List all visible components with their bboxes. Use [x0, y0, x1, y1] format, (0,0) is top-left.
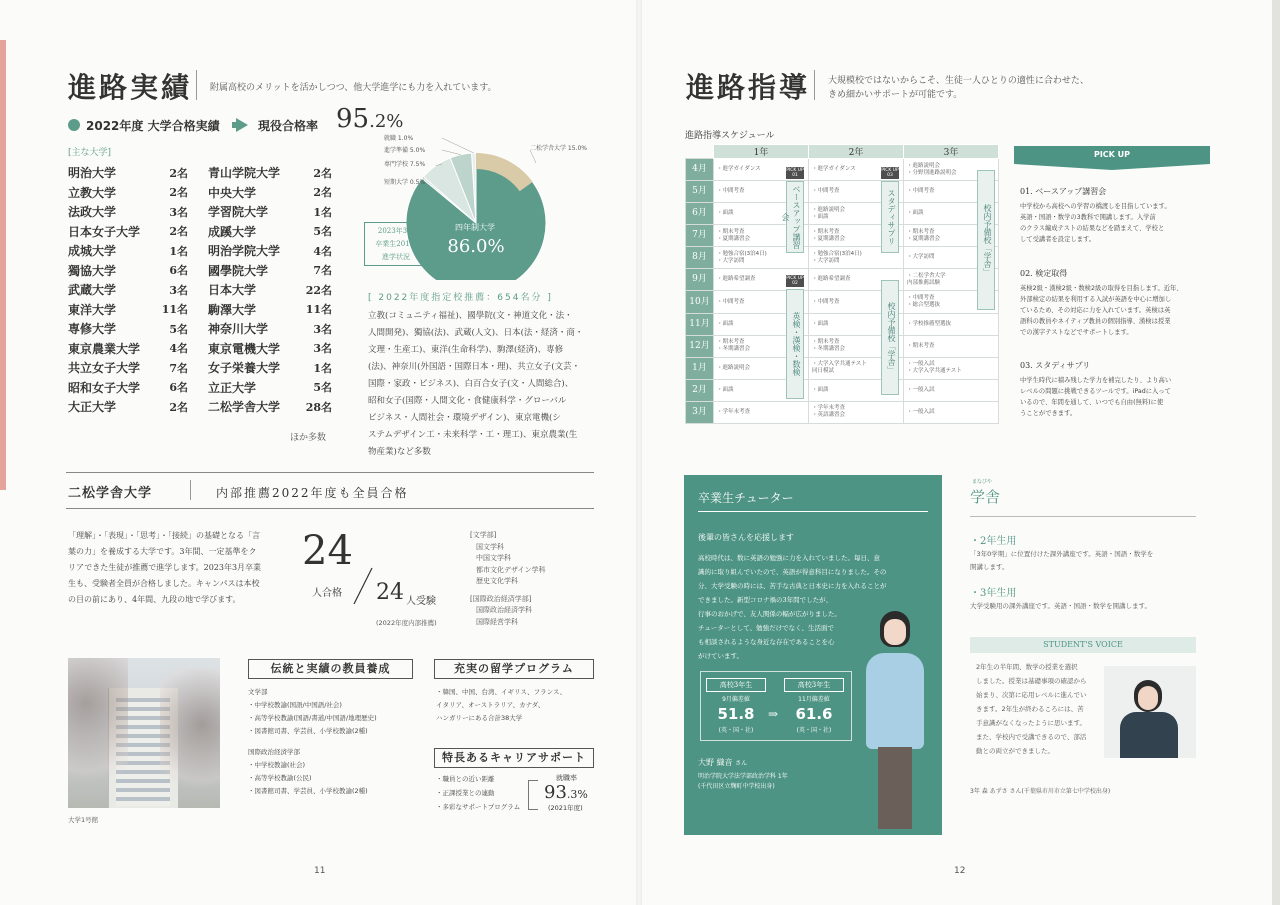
voice-line: 手意識がなくなったように思います。	[976, 719, 1086, 727]
schedule-cell-y2: ・進路説明会 ・面談	[809, 203, 904, 225]
designated-line: ビジネス・人間社会・環境デザイン)、東京電機(シ	[368, 413, 561, 423]
designated-line: ステムデザイン工・未来科学・工・理工)、東京農業(生	[368, 430, 578, 440]
abroad-line: イタリア、オーストラリア、カナダ、	[436, 701, 545, 709]
schedule-cell-y1: ・進路説明会	[714, 357, 809, 379]
schedule-row	[686, 269, 999, 291]
tutor-origin: (千代田区立麹町中学校出身)	[698, 783, 775, 790]
faculty2-item: 国際経営学科	[476, 617, 518, 626]
designated-line: 立教(コミュニティ福祉)、國學院(文・神道文化・法・	[368, 311, 573, 321]
pickup-item	[1020, 360, 1171, 419]
employment-label: 就職率	[556, 774, 577, 782]
schedule-row	[686, 313, 999, 335]
pickup-line: して受講者を設定します。	[1020, 236, 1096, 243]
voice-title: STUDENT'S VOICE	[970, 637, 1196, 653]
vlabel-manabiya-y2: 校内予備校「学舎」	[881, 280, 899, 395]
schedule-month: 6月	[686, 203, 714, 225]
university-count: 6名	[169, 381, 188, 395]
university-name2: 女子栄養大学	[208, 361, 281, 376]
pickup-line: レベルの問題に挑戦できるツールです。iPadに入って	[1020, 388, 1171, 395]
schedule-cell-y2: ・進路希望調査	[809, 269, 904, 291]
voice-line: しました。授業は基礎事項の確認から	[976, 677, 1087, 685]
schedule-row	[686, 225, 999, 247]
passed-label: 人合格	[312, 588, 342, 599]
faculty1-item: 国文学科	[476, 542, 504, 551]
pickup-heading: 01. ベースアップ講習会	[1020, 187, 1107, 196]
schedule-cell-y3: ・一般入試 ・大学入学共通テスト	[904, 357, 999, 379]
score-sub-1: 9月偏差値	[722, 696, 750, 703]
schedule-month: 9月	[686, 269, 714, 291]
pickup-line: 語科の教員やネイティブ教員の個別指導、漢検は授業	[1020, 318, 1171, 325]
schedule-row	[686, 291, 999, 313]
university-name: 東京農業大学	[68, 341, 141, 356]
schedule-cell-y1: ・進学ガイダンス	[714, 159, 809, 181]
university-name: 立教大学	[68, 185, 117, 200]
schedule-cell-y3: ・一般入試	[904, 379, 999, 401]
university-count2: 4名	[313, 244, 332, 258]
university-name2: 日本大学	[208, 283, 257, 298]
faculty2-title: [国際政治経済学部]	[470, 594, 532, 603]
university-row	[68, 358, 332, 378]
pickup-line: いるので、年間を通して、いつでも自由(無料)に使	[1020, 399, 1164, 406]
schedule-cell-y1: ・面談	[714, 313, 809, 335]
employment-value: 93.3%	[544, 782, 588, 803]
pickup-01-badge: PICK UP 01	[786, 168, 804, 178]
pie-center-value: 86.0%	[447, 236, 505, 257]
tutor-line: がけています。	[698, 652, 743, 660]
schedule-cell-y2: ・期末考査 ・夏期講習会	[809, 225, 904, 247]
teacher-body	[248, 686, 377, 798]
voice-name: 3年 森 あずさ さん(千葉県市川市立第七中学校出身)	[970, 788, 1111, 795]
schedule-cell-y2: ・面談	[809, 313, 904, 335]
pass-rate-value: 95.2%	[336, 104, 404, 134]
voice-line: また、学校内で受講できるので、部活	[976, 733, 1087, 741]
others-note: ほか多数	[290, 433, 327, 443]
nishogakusha-line: の目の前にあり、4年間、九段の地で学びます。	[68, 595, 241, 604]
pickup-line: のクラス編成テストの結果などを踏まえて、学校と	[1020, 225, 1165, 232]
voice-line: きます。2年生が終わるころには、苦	[976, 705, 1084, 713]
schedule-cell-y3: ・中間考査	[904, 181, 999, 203]
university-name2: 中央大学	[208, 185, 257, 200]
schedule-month: 8月	[686, 247, 714, 269]
schedule-row	[686, 379, 999, 401]
voice-line: 2年生の半年間、数学の授業を選択	[976, 663, 1078, 671]
pie-label-3: 進学準備 5.0%	[384, 147, 426, 154]
score-sub-2: 11月偏差値	[798, 696, 830, 703]
schedule-cell-y3: ・進路説明会 ・分野別進路説明会	[904, 159, 999, 181]
pie-label-1: 短期大学 0.5%	[384, 179, 426, 186]
university-count2: 28名	[305, 400, 332, 414]
accent-strip	[0, 40, 6, 490]
faculty-list	[470, 530, 546, 628]
schedule-title: 進路指導スケジュール	[685, 131, 775, 141]
tutor-line: 高校時代は、数に英語の勉強に力を入れていました。毎日、意	[698, 554, 880, 562]
schedule-cell-y3: ・二松学舎大学 内部推薦試験	[904, 269, 999, 291]
pass-rate-label: 現役合格率	[258, 119, 319, 133]
pie-label-4: 就職 1.0%	[384, 135, 414, 142]
university-list	[68, 163, 332, 417]
university-count2: 1名	[313, 361, 332, 375]
vlabel-manabiya-y3: 校内予備校「学舎」	[977, 170, 995, 310]
schedule-cell-y3: ・中間考査 ・総合型選抜	[904, 291, 999, 313]
nishogakusha-title: 二松学舎大学	[68, 486, 153, 501]
career-line: ・多彩なサポートプログラム	[436, 803, 521, 811]
schedule-cell-y3: ・学校推薦型選抜	[904, 313, 999, 335]
university-count: 5名	[169, 322, 188, 336]
schedule-row	[686, 159, 999, 181]
student-photo	[1104, 666, 1196, 758]
university-row	[68, 241, 332, 261]
abroad-body	[436, 686, 566, 725]
schedule-cell-y1: ・勉強合宿(3泊4日) ・大学訪問	[714, 247, 809, 269]
schedule-cell-y1: ・期末考査 ・冬期講習会	[714, 335, 809, 357]
schedule-cell-y2: ・勉強合宿(3泊4日) ・大学訪問	[809, 247, 904, 269]
year-3-header: 3年	[904, 145, 999, 159]
university-count: 4名	[169, 342, 188, 356]
pickup-line: 中学校から高校への学習の橋渡しを目指しています。	[1020, 203, 1171, 210]
pickup-line: での漢字テストなどでサポートします。	[1020, 329, 1133, 336]
pickup-header: PICK UP	[1014, 146, 1210, 164]
university-count2: 3名	[313, 322, 332, 336]
voice-line: 動との両立ができました。	[976, 747, 1054, 755]
schedule-cell-y2: ・中間考査	[809, 181, 904, 203]
tutor-line: 識的に取り組んでいたので、英語が得意科目になりました。その	[698, 568, 887, 576]
tutor-title: 卒業生チューター	[698, 491, 794, 505]
schedule-cell-y1: ・面談	[714, 203, 809, 225]
schedule-cell-y2: ・大学入学共通テスト 同日模試	[809, 357, 904, 379]
score-2: 61.6	[795, 705, 833, 723]
university-name2: 明治学院大学	[208, 244, 281, 259]
university-name: 日本女子大学	[68, 224, 141, 239]
career-line: ・職員との近い距離	[436, 775, 495, 783]
university-name: 共立女子大学	[68, 361, 141, 376]
teacher-title: 伝統と実績の教員養成	[248, 659, 413, 679]
pickup-heading: 02. 検定取得	[1020, 269, 1068, 278]
tutor-photo	[860, 611, 930, 831]
left-page-subtitle: 附属高校のメリットを活かしつつ、他大学進学にも力を入れています。	[210, 83, 497, 93]
schedule-month: 10月	[686, 291, 714, 313]
university-count: 2名	[169, 400, 188, 414]
manabiya-title: 学舎	[970, 488, 1001, 506]
university-count2: 2名	[313, 166, 332, 180]
nishogakusha-line: リアできた生徒が推薦で進学します。2023年3月卒業	[68, 563, 262, 572]
university-name: 獨協大学	[68, 263, 117, 278]
schedule-cell-y2: ・面談	[809, 379, 904, 401]
teacher-line: ・高等学校教諭(国語/書道/中国語/地理歴史)	[248, 714, 377, 722]
score-subjects-1: (英・国・社)	[718, 727, 754, 734]
schedule-month: 2月	[686, 379, 714, 401]
schedule-cell-y3: ・面談	[904, 203, 999, 225]
right-page-title: 進路指導	[686, 71, 811, 104]
nishogakusha-line: 「理解」・「表現」・「思考」・「接続」の基礎となる「言	[68, 531, 260, 540]
designated-line: 昭和女子(国際・人間文化・食健康科学・グローバル	[368, 396, 567, 406]
year-1-header: 1年	[714, 145, 809, 159]
tutor-line: できました。新型コロナ禍の3年間でしたが、	[698, 596, 833, 604]
schedule-month: 3月	[686, 401, 714, 423]
university-row	[68, 163, 332, 183]
schedule-cell-y3: ・期末考査 ・夏期講習会	[904, 225, 999, 247]
schedule-cell-y3: ・大学訪問	[904, 247, 999, 269]
score-subjects-2: (英・国・社)	[796, 727, 832, 734]
university-row	[68, 319, 332, 339]
schedule-cell-y1: ・学年末考査	[714, 401, 809, 423]
grade2-body: 「3年0学期」に位置付けた課外講座です。英語・国語・数学を 開講します。	[970, 550, 1154, 571]
university-name2: 成蹊大学	[208, 224, 257, 239]
faculty1-title: [文学部]	[470, 531, 497, 539]
university-count2: 5名	[313, 225, 332, 239]
schedule-cell-y1: ・期末考査 ・夏期講習会	[714, 225, 809, 247]
schedule-cell-y3: ・期末考査	[904, 335, 999, 357]
schedule-cell-y2: ・進学ガイダンス	[809, 159, 904, 181]
schedule-row	[686, 203, 999, 225]
grade2-title: ・2年生用	[970, 536, 1017, 547]
campus-photo	[68, 658, 220, 808]
pickup-heading: 03. スタディサプリ	[1020, 361, 1091, 370]
schedule-cell-y3: ・一般入試	[904, 401, 999, 423]
university-name: 大正大学	[68, 400, 117, 415]
university-count: 3名	[169, 205, 188, 219]
nishogakusha-subtitle: 内部推薦2022年度も全員合格	[216, 486, 409, 500]
university-count: 2名	[169, 186, 188, 200]
schedule-row	[686, 401, 999, 423]
pickup-line: うことができます。	[1020, 410, 1077, 417]
university-count: 6名	[169, 264, 188, 278]
left-page-title: 進路実績	[68, 71, 193, 104]
grade3-title: ・3年生用	[970, 588, 1017, 599]
teacher-line: ・図書館司書、学芸員、小学校教諭(2種)	[248, 727, 368, 735]
pickup-line: ているため、その対応に力を入れています。英検は英	[1020, 307, 1171, 314]
university-row	[68, 300, 332, 320]
pie-label-2: 専門学校 7.5%	[384, 161, 426, 168]
abroad-line: ハンガリーにある合計38大学	[436, 714, 523, 722]
schedule-month: 5月	[686, 181, 714, 203]
university-count2: 11名	[305, 303, 332, 317]
university-name2: 駒澤大学	[208, 302, 257, 317]
schedule-month: 1月	[686, 357, 714, 379]
tutor-name: 大野 織音 さん	[698, 758, 748, 767]
pickup-line: 英検2級・漢検2級・数検2級の取得を目指します。近年、	[1020, 285, 1183, 292]
university-name2: 東京電機大学	[208, 341, 281, 356]
university-name: 昭和女子大学	[68, 380, 141, 395]
schedule-row	[686, 247, 999, 269]
faculty2-item: 国際政治経済学科	[476, 606, 532, 614]
photo-caption: 大学1号館	[68, 816, 99, 824]
university-count: 1名	[169, 244, 188, 258]
university-row	[68, 397, 332, 417]
university-row	[68, 222, 332, 242]
university-row	[68, 378, 332, 398]
bullet-icon	[68, 119, 80, 131]
pickup-item	[1020, 268, 1183, 338]
university-count: 2名	[169, 166, 188, 180]
tutor-line: 行事のおかげで、友人関係の幅が広がりました。	[698, 610, 841, 618]
pickup-line: 外部検定の結果を利用する入試が英語を中心に増加し	[1020, 296, 1172, 303]
university-name2: 学習院大学	[208, 205, 269, 220]
university-name: 成城大学	[68, 244, 117, 259]
schedule-cell-y2: ・期末考査 ・冬期講習会	[809, 335, 904, 357]
vlabel-baseup: ベースアップ講習会	[786, 181, 804, 253]
designated-line: (法)、神奈川(外国語・国際日本・理)、共立女子(文芸・	[368, 362, 581, 372]
year-2-header: 2年	[809, 145, 904, 159]
university-name: 専修大学	[68, 322, 117, 337]
university-row	[68, 183, 332, 203]
schedule-month: 12月	[686, 335, 714, 357]
passed-number: 24	[302, 528, 353, 574]
schedule-month: 11月	[686, 313, 714, 335]
designated-line: 物産業)など多数	[368, 447, 431, 457]
schedule-row	[686, 357, 999, 379]
score-1: 51.8	[717, 705, 755, 723]
vlabel-kentei: 英検・漢検・数検	[786, 289, 804, 399]
university-name2: 青山学院大学	[208, 166, 281, 181]
university-name: 明治大学	[68, 166, 117, 181]
faculty1-item: 歴史文化学科	[476, 577, 518, 585]
schedule-cell-y1: ・中間考査	[714, 291, 809, 313]
tutor-line: チューターとして、勉強だけでなく、生活面で	[698, 624, 835, 632]
passed-note: (2022年度内部推薦)	[376, 619, 437, 627]
teacher-line: ・中学校教諭(国語/中国語/社会)	[248, 701, 342, 709]
pickup-03-badge: PICK UP 03	[881, 168, 899, 178]
university-name: 法政大学	[68, 205, 117, 220]
tutor-subtitle: 後輩の皆さんを応援します	[698, 533, 794, 542]
score-label-1: 高校3年生	[706, 678, 766, 692]
pickup-02-badge: PICK UP 02	[786, 276, 804, 286]
page-spine	[636, 0, 642, 905]
university-row	[68, 280, 332, 300]
faculty1-item: 都市文化デザイン学科	[476, 565, 546, 574]
grade3-body: 大学受験用の課外講座です。英語・国語・数学を開講します。	[970, 602, 1151, 610]
schedule-row	[686, 335, 999, 357]
university-count2: 5名	[313, 381, 332, 395]
abroad-line: ・韓国、中国、台湾、イギリス、フランス、	[436, 688, 567, 696]
tutor-school: 明治学院大学法学部政治学科 1年	[698, 773, 788, 780]
university-name2: 立正大学	[208, 380, 257, 395]
score-arrow-icon: ⇒	[768, 707, 779, 721]
faculty1-item: 中国文学科	[476, 554, 511, 562]
pie-callout-label: 二松学舎大学 15.0%	[530, 145, 587, 152]
teacher-line: ・高等学校教諭(公民)	[248, 774, 312, 782]
university-row	[68, 261, 332, 281]
vlabel-studysapuri: スタディサプリ	[881, 181, 899, 253]
manabiya-ruby: まなびや	[972, 479, 993, 485]
page-number-left: 11	[314, 866, 326, 876]
schedule-cell-y2: ・学年末考査 ・英語講習会	[809, 401, 904, 423]
pickup-line: 中学生時代に積み残した学力を補完したり、より高い	[1020, 377, 1172, 384]
exam-label: 人受験	[406, 596, 436, 607]
university-count2: 3名	[313, 342, 332, 356]
designated-list	[368, 308, 596, 461]
score-label-2: 高校3年生	[784, 678, 844, 692]
designated-title: [ 2022年度指定校推薦：654名分 ]	[368, 293, 553, 303]
results-label: 2022年度 大学合格実績	[86, 119, 220, 133]
teacher-line	[248, 738, 377, 746]
university-row	[68, 202, 332, 222]
university-count: 2名	[169, 225, 188, 239]
university-name: 武蔵大学	[68, 283, 117, 298]
main-universities-label: [主な大学]	[68, 148, 112, 158]
schedule-month: 7月	[686, 225, 714, 247]
employment-note: (2021年度)	[548, 804, 583, 812]
university-count: 3名	[169, 283, 188, 297]
page-edge	[1272, 0, 1280, 905]
schedule-cell-y1: ・進路希望調査	[714, 269, 809, 291]
university-count: 11名	[161, 303, 188, 317]
designated-line: 国際・家政・ビジネス)、白百合女子(文・人間総合)、	[368, 379, 574, 389]
pie-note: 2023年3月 卒業生201名 進学状況	[364, 222, 428, 266]
university-count2: 22名	[305, 283, 332, 297]
university-count2: 7名	[313, 264, 332, 278]
schedule-cell-y1: ・中間考査	[714, 181, 809, 203]
university-name2: 國學院大学	[208, 263, 269, 278]
career-title: 特長あるキャリアサポート	[434, 748, 594, 768]
pie-center-label: 四年制大学	[455, 223, 495, 232]
university-count: 7名	[169, 361, 188, 375]
page-number-right: 12	[954, 866, 966, 876]
university-name: 東洋大学	[68, 302, 117, 317]
schedule-row	[686, 181, 999, 203]
teacher-line: ・図書館司書、学芸員、小学校教諭(2種)	[248, 787, 368, 795]
schedule-cell-y2: ・中間考査	[809, 291, 904, 313]
teacher-line: ・中学校教諭(社会)	[248, 761, 306, 769]
pickup-item	[1020, 186, 1171, 245]
tutor-line: も相談されるような身近な存在であることを心	[698, 638, 835, 646]
voice-body	[976, 660, 1102, 758]
pickup-line: 英語・国語・数学の3教科で開講します。入学前	[1020, 214, 1156, 221]
right-page-subtitle: 大規模校ではないからこそ、生徒一人ひとりの適性に合わせた、 きめ細かいサポートが可能です。	[828, 76, 1089, 100]
designated-line: 人間開発)、獨協(法)、武蔵(人文)、日本(法・経済・商・	[368, 328, 584, 338]
university-name2: 神奈川大学	[208, 322, 269, 337]
tutor-box	[684, 475, 942, 835]
university-name2: 二松学舎大学	[208, 400, 281, 415]
teacher-line: 国際政治経済学部	[248, 748, 300, 756]
nishogakusha-body	[68, 528, 300, 608]
career-body	[436, 772, 520, 814]
nishogakusha-line: 葉の力」を養成する大学です。3年間、一定基準をク	[68, 547, 257, 556]
schedule-month: 4月	[686, 159, 714, 181]
university-count2: 2名	[313, 186, 332, 200]
schedule-table	[685, 144, 999, 424]
exam-number: 24	[376, 580, 404, 605]
teacher-line: 文学部	[248, 688, 268, 696]
designated-line: 文理・生産工)、東洋(生命科学)、駒澤(経済)、専修	[368, 345, 564, 355]
nishogakusha-line: 生も、受験者全員が合格しました。キャンパスは本校	[68, 579, 260, 588]
schedule-cell-y1: ・面談	[714, 379, 809, 401]
career-line: ・正課授業との連動	[436, 789, 495, 797]
voice-line: 始まり、次第に応用レベルに進んでい	[976, 691, 1087, 699]
university-count2: 1名	[313, 205, 332, 219]
slash-divider	[352, 566, 374, 606]
tutor-line: 分、大学受験の時には、苦手な古典と日本史に力を入れることが	[698, 582, 887, 590]
abroad-title: 充実の留学プログラム	[434, 659, 594, 679]
university-row	[68, 339, 332, 359]
